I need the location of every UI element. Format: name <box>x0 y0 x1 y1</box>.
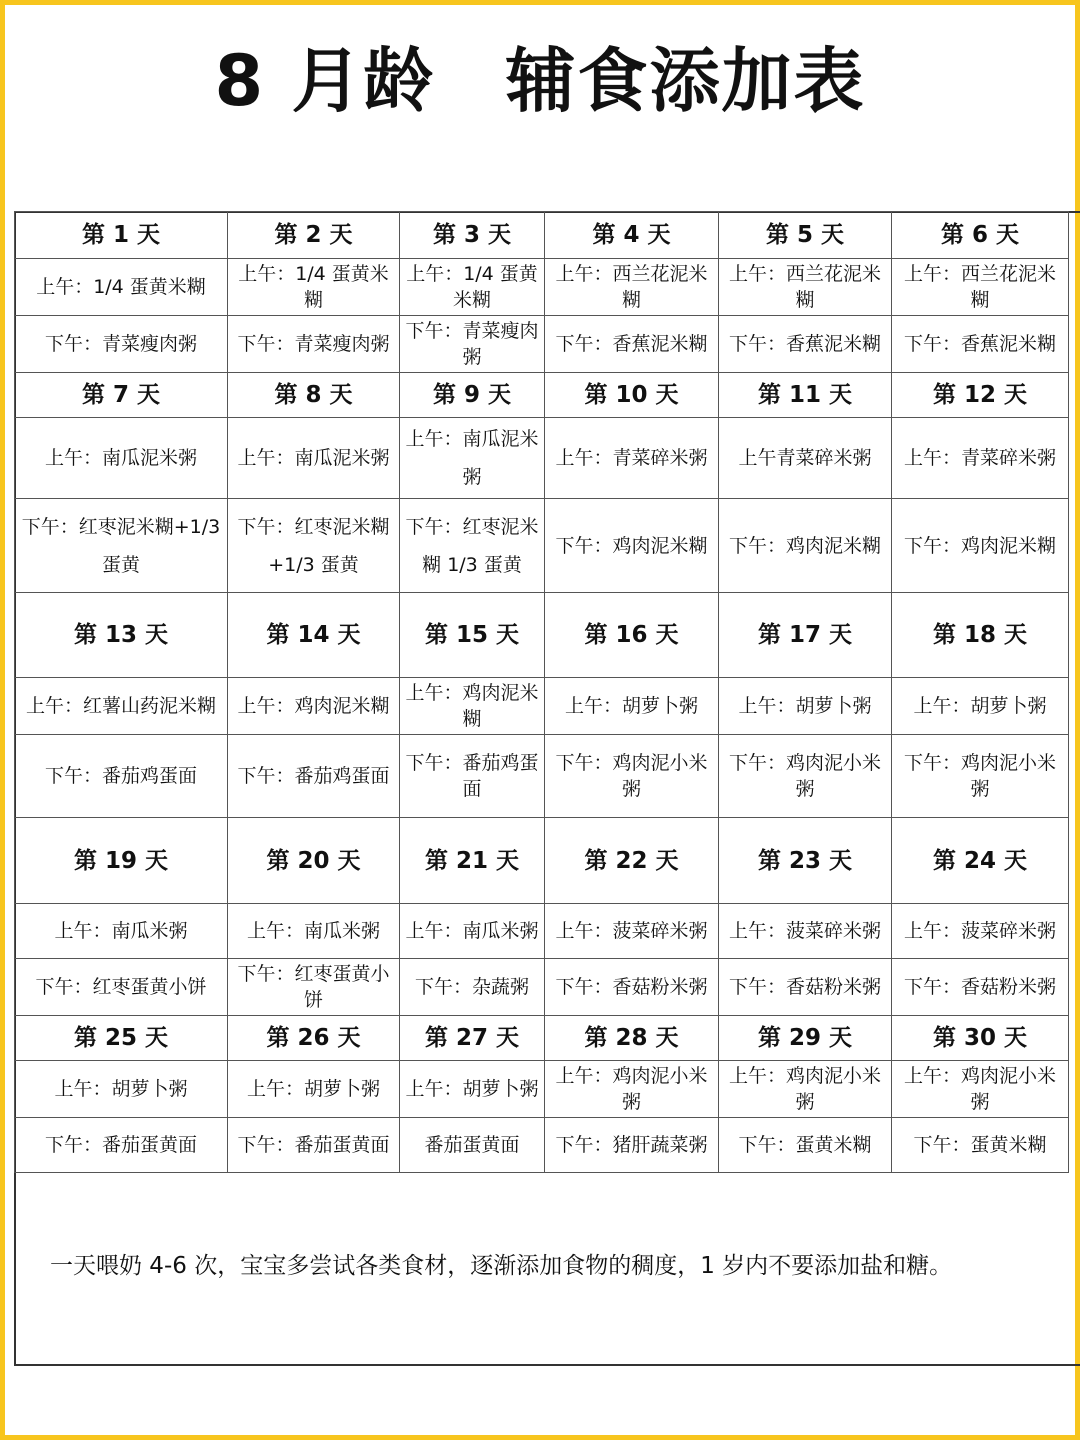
day-label: 第 10 天 <box>545 373 719 418</box>
day-label: 第 5 天 <box>719 212 892 259</box>
morning-meal: 上午：南瓜米粥 <box>400 904 545 959</box>
day-header-row <box>15 373 1069 418</box>
afternoon-meal: 下午：香菇粉米粥 <box>545 959 719 1016</box>
afternoon-meal: 番茄蛋黄面 <box>400 1118 545 1173</box>
afternoon-meal: 下午：番茄鸡蛋面 <box>400 735 545 818</box>
day-label: 第 22 天 <box>545 818 719 904</box>
day-label: 第 12 天 <box>892 373 1069 418</box>
day-label: 第 27 天 <box>400 1016 545 1061</box>
morning-meal: 上午：胡萝卜粥 <box>892 678 1069 735</box>
afternoon-meal: 下午：香菇粉米粥 <box>892 959 1069 1016</box>
day-header-row <box>15 1016 1069 1061</box>
day-label: 第 29 天 <box>719 1016 892 1061</box>
morning-meal: 上午：南瓜泥米粥 <box>15 418 228 499</box>
feeding-schedule-table <box>14 211 1069 1173</box>
morning-meal: 上午：鸡肉泥小米粥 <box>719 1061 892 1118</box>
day-label: 第 23 天 <box>719 818 892 904</box>
afternoon-meal: 下午：蛋黄米糊 <box>719 1118 892 1173</box>
day-label: 第 1 天 <box>15 212 228 259</box>
day-label: 第 11 天 <box>719 373 892 418</box>
day-label: 第 2 天 <box>228 212 400 259</box>
morning-meal: 上午：菠菜碎米粥 <box>719 904 892 959</box>
morning-meal: 上午：1/4 蛋黄米糊 <box>400 259 545 316</box>
afternoon-meal: 下午：鸡肉泥米糊 <box>545 499 719 593</box>
day-label: 第 4 天 <box>545 212 719 259</box>
afternoon-meal: 下午：杂蔬粥 <box>400 959 545 1016</box>
afternoon-meal: 下午：鸡肉泥米糊 <box>719 499 892 593</box>
morning-meal: 上午：1/4 蛋黄米糊 <box>15 259 228 316</box>
afternoon-meal: 下午：红枣蛋黄小饼 <box>15 959 228 1016</box>
afternoon-meal: 下午：番茄蛋黄面 <box>15 1118 228 1173</box>
afternoon-meal: 下午：鸡肉泥小米粥 <box>545 735 719 818</box>
day-label: 第 19 天 <box>15 818 228 904</box>
day-label: 第 7 天 <box>15 373 228 418</box>
morning-row <box>15 678 1069 735</box>
morning-row <box>15 259 1069 316</box>
morning-meal: 上午：西兰花泥米糊 <box>892 259 1069 316</box>
day-label: 第 20 天 <box>228 818 400 904</box>
morning-meal: 上午：南瓜泥米粥 <box>228 418 400 499</box>
afternoon-meal: 下午：青菜瘦肉粥 <box>228 316 400 373</box>
afternoon-meal: 下午：红枣泥米糊+1/3 蛋黄 <box>228 499 400 593</box>
morning-meal: 上午：南瓜米粥 <box>15 904 228 959</box>
afternoon-meal: 下午：鸡肉泥米糊 <box>892 499 1069 593</box>
afternoon-row <box>15 735 1069 818</box>
title-name: 辅食添加表 <box>505 40 866 122</box>
morning-meal: 上午：鸡肉泥小米粥 <box>545 1061 719 1118</box>
day-label: 第 8 天 <box>228 373 400 418</box>
morning-meal: 上午：鸡肉泥小米粥 <box>892 1061 1069 1118</box>
morning-meal: 上午：南瓜米粥 <box>228 904 400 959</box>
title-age: 8 月龄 <box>214 40 436 122</box>
feeding-note: 一天喂奶 4-6 次，宝宝多尝试各类食材，逐渐添加食物的稠度，1 岁内不要添加盐和糖。 <box>50 1253 953 1279</box>
afternoon-meal: 下午：番茄鸡蛋面 <box>15 735 228 818</box>
day-label: 第 16 天 <box>545 593 719 678</box>
morning-meal: 上午：西兰花泥米糊 <box>545 259 719 316</box>
afternoon-meal: 下午：红枣泥米糊+1/3 蛋黄 <box>15 499 228 593</box>
afternoon-meal: 下午：番茄鸡蛋面 <box>228 735 400 818</box>
morning-meal: 上午：鸡肉泥米糊 <box>400 678 545 735</box>
afternoon-meal: 下午：香蕉泥米糊 <box>719 316 892 373</box>
afternoon-meal: 下午：青菜瘦肉粥 <box>15 316 228 373</box>
page-title <box>0 38 1080 124</box>
morning-row <box>15 1061 1069 1118</box>
afternoon-row <box>15 1118 1069 1173</box>
day-label: 第 6 天 <box>892 212 1069 259</box>
morning-row <box>15 418 1069 499</box>
day-label: 第 14 天 <box>228 593 400 678</box>
afternoon-meal: 下午：青菜瘦肉粥 <box>400 316 545 373</box>
day-label: 第 25 天 <box>15 1016 228 1061</box>
afternoon-row <box>15 959 1069 1016</box>
afternoon-meal: 下午：猪肝蔬菜粥 <box>545 1118 719 1173</box>
morning-meal: 上午：胡萝卜粥 <box>545 678 719 735</box>
morning-meal: 上午：1/4 蛋黄米糊 <box>228 259 400 316</box>
afternoon-row <box>15 499 1069 593</box>
day-label: 第 26 天 <box>228 1016 400 1061</box>
morning-meal: 上午：菠菜碎米粥 <box>892 904 1069 959</box>
day-label: 第 24 天 <box>892 818 1069 904</box>
afternoon-meal: 下午：红枣泥米糊 1/3 蛋黄 <box>400 499 545 593</box>
day-label: 第 17 天 <box>719 593 892 678</box>
morning-meal: 上午：鸡肉泥米糊 <box>228 678 400 735</box>
afternoon-meal: 下午：鸡肉泥小米粥 <box>719 735 892 818</box>
day-label: 第 3 天 <box>400 212 545 259</box>
afternoon-meal: 下午：鸡肉泥小米粥 <box>892 735 1069 818</box>
morning-meal: 上午：青菜碎米粥 <box>545 418 719 499</box>
afternoon-meal: 下午：红枣蛋黄小饼 <box>228 959 400 1016</box>
morning-meal: 上午青菜碎米粥 <box>719 418 892 499</box>
day-header-row <box>15 212 1069 259</box>
afternoon-meal: 下午：香蕉泥米糊 <box>892 316 1069 373</box>
afternoon-meal: 下午：蛋黄米糊 <box>892 1118 1069 1173</box>
morning-meal: 上午：胡萝卜粥 <box>228 1061 400 1118</box>
morning-meal: 上午：胡萝卜粥 <box>400 1061 545 1118</box>
morning-meal: 上午：胡萝卜粥 <box>719 678 892 735</box>
morning-meal: 上午：菠菜碎米粥 <box>545 904 719 959</box>
afternoon-row <box>15 316 1069 373</box>
day-label: 第 28 天 <box>545 1016 719 1061</box>
day-label: 第 21 天 <box>400 818 545 904</box>
afternoon-meal: 下午：香菇粉米粥 <box>719 959 892 1016</box>
morning-meal: 上午：胡萝卜粥 <box>15 1061 228 1118</box>
day-label: 第 18 天 <box>892 593 1069 678</box>
day-header-row <box>15 593 1069 678</box>
day-label: 第 13 天 <box>15 593 228 678</box>
morning-meal: 上午：青菜碎米粥 <box>892 418 1069 499</box>
morning-meal: 上午：红薯山药泥米糊 <box>15 678 228 735</box>
day-label: 第 9 天 <box>400 373 545 418</box>
afternoon-meal: 下午：番茄蛋黄面 <box>228 1118 400 1173</box>
morning-meal: 上午：西兰花泥米糊 <box>719 259 892 316</box>
morning-row <box>15 904 1069 959</box>
afternoon-meal: 下午：香蕉泥米糊 <box>545 316 719 373</box>
day-label: 第 30 天 <box>892 1016 1069 1061</box>
day-label: 第 15 天 <box>400 593 545 678</box>
morning-meal: 上午：南瓜泥米粥 <box>400 418 545 499</box>
day-header-row <box>15 818 1069 904</box>
